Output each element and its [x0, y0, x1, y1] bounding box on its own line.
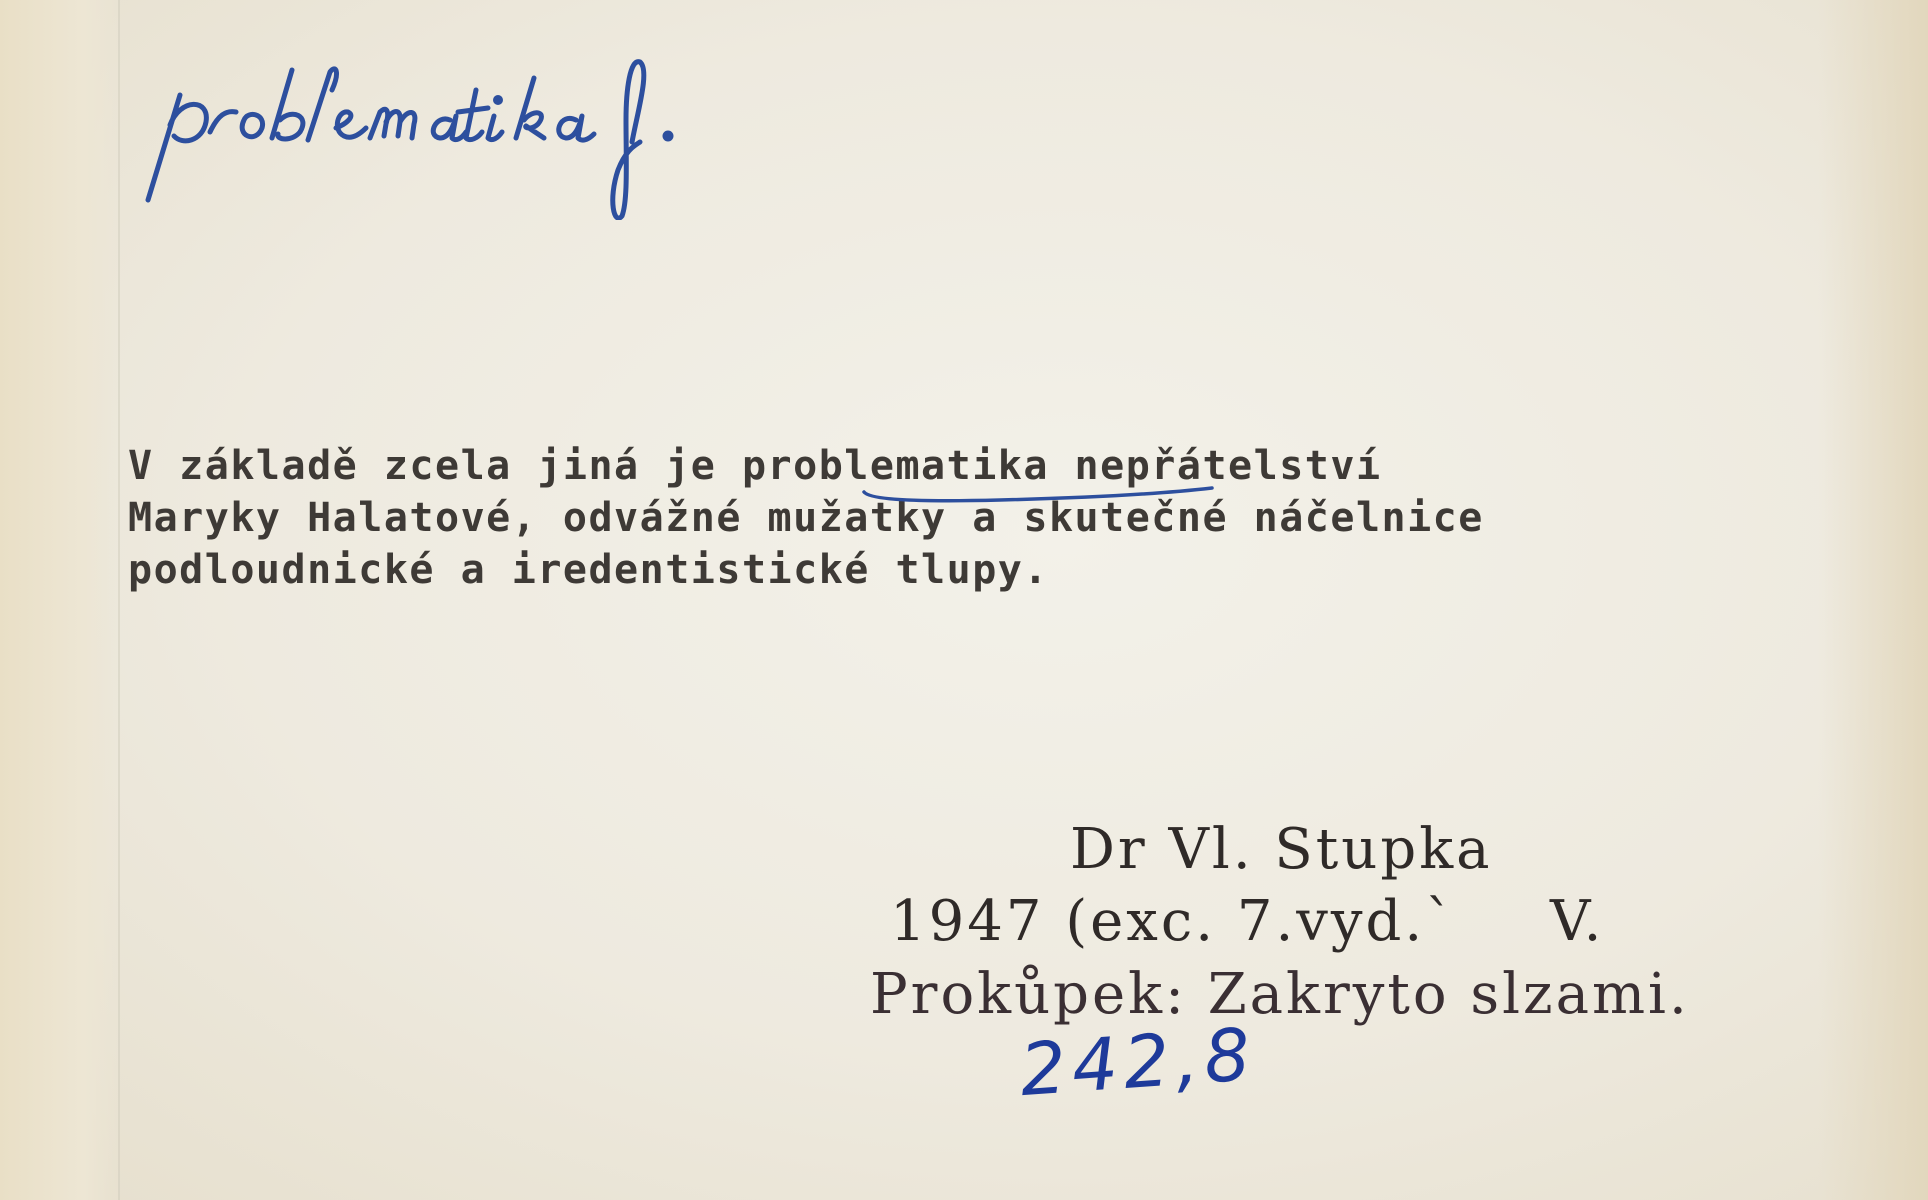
handwritten-shelfmark: 242,8 — [1017, 1011, 1259, 1113]
body-line-2: Maryky Halatové, odvážné mužatky a skutečné náčelnice — [128, 495, 1484, 541]
pen-underline — [860, 478, 1220, 508]
stamp-edition: 1947 (exc. 7.vyd.` — [890, 889, 1457, 954]
body-line-1: V základě zcela jiná je problematika nepřátelství — [128, 443, 1382, 489]
stamp-source: Prokůpek: Zakryto slzami. — [870, 962, 1690, 1027]
typed-body-text — [128, 440, 1768, 596]
card-margin-line — [118, 0, 120, 1200]
body-line-3: podloudnické a iredentistické tlupy. — [128, 547, 1049, 593]
card-left-edge — [0, 0, 120, 1200]
stamp-volume: V. — [1550, 889, 1605, 954]
stamp-author: Dr Vl. Stupka — [1070, 817, 1493, 882]
card-right-edge — [1818, 0, 1928, 1200]
